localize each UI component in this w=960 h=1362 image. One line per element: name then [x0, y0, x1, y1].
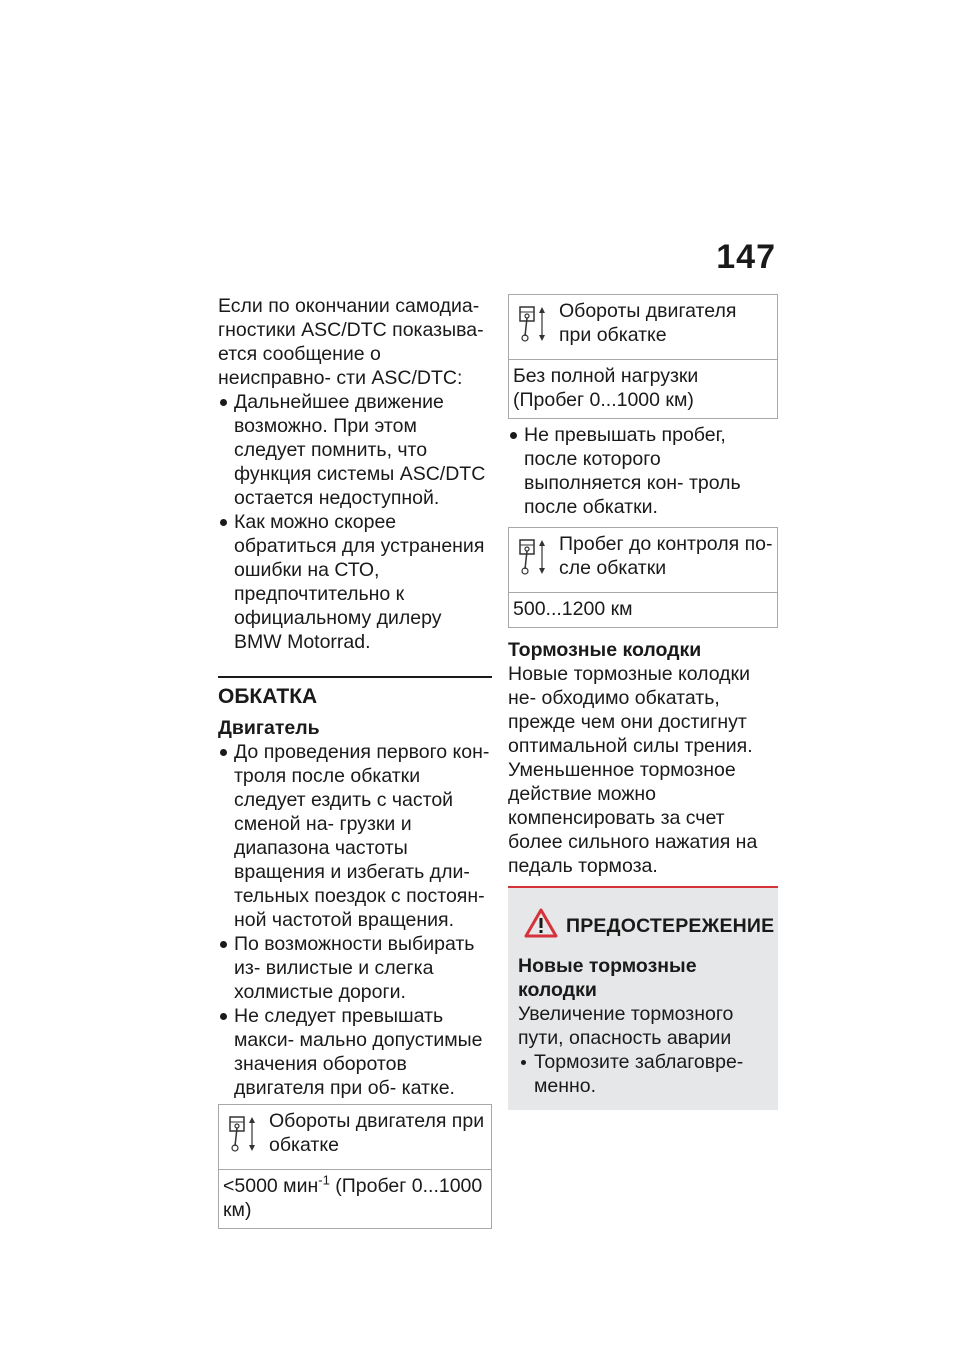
intro-paragraph: Если по окончании самодиа- гностики ASC/DTC показыва- ется сообщение о неисправно- сти ASC/DTC:: [218, 295, 484, 389]
list-item: Не следует превышать макси- мально допустимые значения оборотов двигателя при об- катке.: [218, 1004, 492, 1100]
spec-value: <5000 мин$^{-1}$ (Пробег 0...1000 км): [223, 1172, 483, 1221]
engine-heading: Двигатель: [218, 717, 320, 739]
spec-label: Обороты двигателя при обкатке: [269, 1110, 485, 1156]
list-item: Как можно скорее обратиться для устранения ошибки на СТО, предпочтительно к официальному дилеру BMW Motorrad.: [218, 510, 492, 654]
mileage-bullet-list: [508, 423, 778, 519]
right-column: [508, 294, 778, 1110]
list-item: По возможности выбирать из- вилистые и слегка холмистые дороги.: [218, 932, 492, 1004]
list-item: До проведения первого кон- троля после обкатки следует ездить с частой сменой на- грузки и диапазона частоты вращения и избегать дли- тельных поездок с постоян- ной частотой вращения.: [218, 740, 492, 932]
warning-triangle-icon: [524, 908, 560, 944]
spec-value: 500...1200 км: [513, 598, 633, 620]
engine-piston-icon: [517, 532, 555, 588]
warning-box: [508, 886, 778, 1110]
engine-piston-icon: [517, 299, 555, 355]
engine-piston-icon: [227, 1109, 265, 1165]
warning-text: Увеличение тормозного пути, опасность аварии: [518, 1003, 734, 1049]
spec-box-load: [508, 294, 778, 419]
spec-box-rpm: [218, 1104, 492, 1229]
spec-value: Без полной нагрузки (Пробег 0...1000 км): [513, 365, 699, 411]
warning-bullet-list: [518, 1050, 770, 1098]
warning-subtitle: Новые тормозные колодки: [518, 955, 697, 1001]
list-item: Не превышать пробег, после которого выполняется кон- троль после обкатки.: [508, 423, 778, 519]
spec-label: Обороты двигателя при обкатке: [559, 300, 737, 346]
list-item: Тормозите заблаговре- менно.: [518, 1050, 770, 1098]
spec-box-mileage: [508, 527, 778, 628]
page-number: 147: [716, 238, 776, 276]
warning-title: ПРЕДОСТЕРЕЖЕНИЕ: [566, 915, 775, 937]
spec-label: Пробег до контроля по- сле обкатки: [559, 533, 773, 579]
section-title: ОБКАТКА: [218, 676, 492, 710]
brake-heading: Тормозные колодки: [508, 639, 702, 661]
list-item: Дальнейшее движение возможно. При этом следует помнить, что функция системы ASC/DTC остается недоступной.: [218, 390, 492, 510]
asc-bullet-list: [218, 390, 492, 654]
brake-paragraph: Новые тормозные колодки не- обходимо обкатать, прежде чем они достигнут оптимальной силы трения. Уменьшенное тормозное действие можно компенсировать за счет более сильного нажатия на педаль тормоза.: [508, 663, 758, 877]
engine-bullet-list: [218, 740, 492, 1100]
left-column: [218, 294, 492, 1233]
